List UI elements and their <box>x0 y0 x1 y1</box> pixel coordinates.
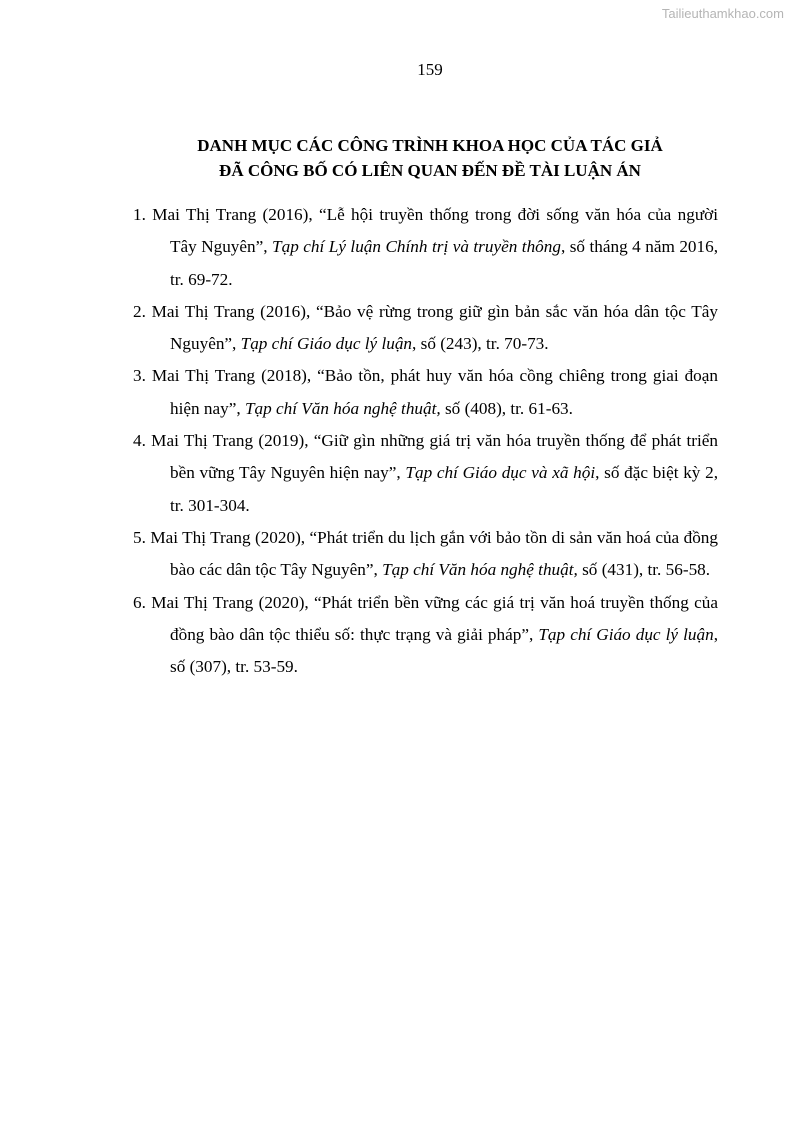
citation-details: số (431), tr. 56-58. <box>577 560 711 580</box>
page-title <box>100 133 760 183</box>
title-line-2: ĐÃ CÔNG BỐ CÓ LIÊN QUAN ĐẾN ĐỀ TÀI LUẬN ÁN <box>219 161 641 180</box>
citation-details: , số (243), tr. 70-73. <box>412 334 549 354</box>
journal-name: Tạp chí Văn hóa nghệ thuật, <box>382 560 578 580</box>
journal-name: Tạp chí Giáo dục lý luận <box>240 334 413 354</box>
publication-item <box>133 425 718 522</box>
citation-details: , số đặc biệt kỳ 2, tr. 301-304. <box>170 463 719 515</box>
citation-text: 1. Mai Thị Trang (2016), “Lễ hội truyền thống trong đời sống văn hóa của người Tây Nguyên”, <box>133 205 718 257</box>
publication-list <box>133 199 718 683</box>
citation-text: 6. Mai Thị Trang (2020), “Phát triển bền vững các giá trị văn hoá truyền thống của đồng bào dân tộc thiểu số: thực trạng và giải pháp”, <box>133 592 718 644</box>
publication-item <box>133 296 718 361</box>
watermark: Tailieuthamkhao.com <box>661 6 784 21</box>
citation-text: 5. Mai Thị Trang (2020), “Phát triển du lịch gắn với bảo tồn di sản văn hoá của đồng bào các dân tộc Tây Nguyên”, <box>133 527 718 580</box>
journal-name: Tạp chí Văn hóa nghệ thuật, <box>244 398 441 418</box>
citation-details: số (408), tr. 61-63. <box>440 398 573 418</box>
citation-details: , số tháng 4 năm 2016, tr. 69-72. <box>170 237 718 289</box>
citation-details: , số (307), tr. 53-59. <box>170 624 718 677</box>
citation-text: 2. Mai Thị Trang (2016), “Bảo vệ rừng trong giữ gìn bản sắc văn hóa dân tộc Tây Nguyên”, <box>133 301 718 354</box>
citation-text: 3. Mai Thị Trang (2018), “Bảo tồn, phát huy văn hóa cồng chiêng trong giai đoạn hiện nay”, <box>133 366 718 418</box>
publication-item <box>133 522 718 587</box>
publication-item <box>133 199 718 296</box>
publication-item <box>133 360 718 425</box>
journal-name: Tạp chí Giáo dục lý luận <box>538 624 714 644</box>
title-line-1: DANH MỤC CÁC CÔNG TRÌNH KHOA HỌC CỦA TÁC GIẢ <box>197 136 663 155</box>
page-number: 159 <box>417 60 443 79</box>
publication-item <box>133 587 718 684</box>
journal-name: Tạp chí Lý luận Chính trị và truyền thông <box>272 237 561 257</box>
citation-text: 4. Mai Thị Trang (2019), “Giữ gìn những giá trị văn hóa truyền thống để phát triển bền vững Tây Nguyên hiện nay”, <box>133 431 718 483</box>
journal-name: Tạp chí Giáo dục và xã hội <box>405 463 596 483</box>
